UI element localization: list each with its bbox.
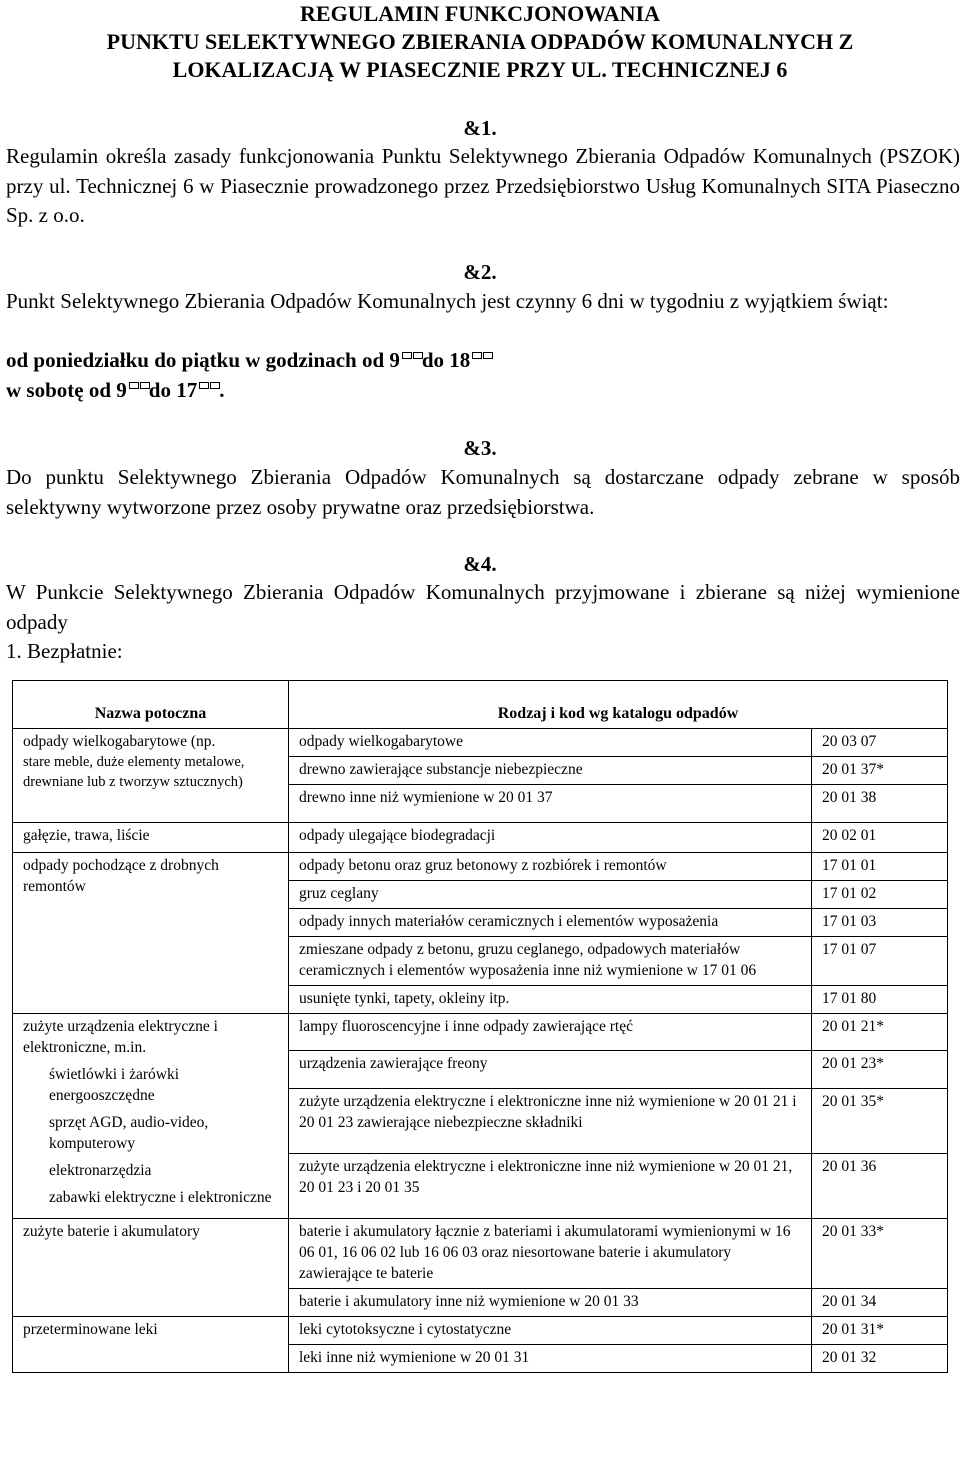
waste-code: 20 01 21* xyxy=(812,1014,948,1051)
header-name: Nazwa potoczna xyxy=(13,681,289,729)
group-name: zużyte baterie i akumulatory xyxy=(13,1219,289,1317)
waste-code: 20 01 38 xyxy=(812,785,948,823)
waste-code: 20 02 01 xyxy=(812,823,948,853)
section-4-heading: &4. xyxy=(463,552,497,576)
hours-weekdays: od poniedziałku do piątku w godzinach od 9 do 18 xyxy=(6,346,960,376)
waste-code: 20 01 35* xyxy=(812,1088,948,1153)
waste-desc: drewno zawierające substancje niebezpieczne xyxy=(289,757,812,785)
waste-code: 20 01 34 xyxy=(812,1289,948,1317)
group-name: zużyte urządzenia elektryczne i elektroniczne, m.in. świetlówki i żarówki energooszczędne sprzęt AGD, audio-video, komputerowy elektronarzędzia zabawki elektryczne i elektroniczne xyxy=(13,1014,289,1219)
section-1-heading: &1. xyxy=(463,116,497,140)
section-2-heading: &2. xyxy=(463,260,497,284)
waste-desc: gruz ceglany xyxy=(289,881,812,909)
sub-item: zabawki elektryczne i elektroniczne xyxy=(49,1189,272,1206)
waste-desc: baterie i akumulatory łącznie z bateriami i akumulatorami wymienionymi w 16 06 01, 16 06 02 lub 16 06 03 oraz niesortowane baterie i akumulatory zawierające te baterie xyxy=(289,1219,812,1289)
table-row xyxy=(13,729,948,757)
waste-code: 20 03 07 xyxy=(812,729,948,757)
document-title xyxy=(0,0,960,84)
waste-code: 20 01 37* xyxy=(812,757,948,785)
waste-desc: odpady ulegające biodegradacji xyxy=(289,823,812,853)
title-line-2: PUNKTU SELEKTYWNEGO ZBIERANIA ODPADÓW KOMUNALNYCH Z xyxy=(106,29,854,54)
waste-desc: usunięte tynki, tapety, okleiny itp. xyxy=(289,986,812,1014)
hours-saturday: w sobotę od 9 do 17 . xyxy=(6,378,225,402)
waste-desc: zmieszane odpady z betonu, gruzu ceglanego, odpadowych materiałów ceramicznych i elementów wyposażenia inne niż wymienione w 17 01 06 xyxy=(289,937,812,986)
waste-desc: odpady wielkogabarytowe xyxy=(289,729,812,757)
waste-code: 20 01 23* xyxy=(812,1051,948,1088)
waste-desc: drewno inne niż wymienione w 20 01 37 xyxy=(289,785,812,823)
table-row xyxy=(13,1317,948,1345)
waste-code: 17 01 01 xyxy=(812,853,948,881)
waste-desc: lampy fluoroscencyjne i inne odpady zawierające rtęć xyxy=(289,1014,812,1051)
section-2-text: Punkt Selektywnego Zbierania Odpadów Komunalnych jest czynny 6 dni w tygodniu z wyjątkiem świąt: xyxy=(6,289,889,313)
waste-code: 20 01 31* xyxy=(812,1317,948,1345)
waste-desc: odpady innych materiałów ceramicznych i elementów wyposażenia xyxy=(289,909,812,937)
waste-desc: odpady betonu oraz gruz betonowy z rozbiórek i remontów xyxy=(289,853,812,881)
waste-code: 17 01 03 xyxy=(812,909,948,937)
group-name: odpady wielkogabarytowe (np. stare meble, duże elementy metalowe, drewniane lub z tworzyw sztucznych) xyxy=(13,729,289,823)
waste-desc: urządzenia zawierające freony xyxy=(289,1051,812,1088)
sub-item: elektronarzędzia xyxy=(49,1162,152,1179)
title-line-1: REGULAMIN FUNKCJONOWANIA xyxy=(300,1,660,26)
waste-code: 20 01 32 xyxy=(812,1345,948,1373)
superscript-zeros xyxy=(470,366,492,367)
waste-code: 20 01 33* xyxy=(812,1219,948,1289)
waste-desc: leki cytotoksyczne i cytostatyczne xyxy=(289,1317,812,1345)
sub-item: sprzęt AGD, audio-video, komputerowy xyxy=(49,1114,209,1152)
superscript-zeros xyxy=(197,396,219,397)
section-4-text: W Punkcie Selektywnego Zbierania Odpadów Komunalnych przyjmowane i zbierane są niżej wymienione odpady xyxy=(6,580,960,634)
group-name: przeterminowane leki xyxy=(13,1317,289,1373)
section-4-sub: 1. Bezpłatnie: xyxy=(6,639,123,663)
section-1-text: Regulamin określa zasady funkcjonowania Punktu Selektywnego Zbierania Odpadów Komunalnych (PSZOK) przy ul. Technicznej 6 w Piasecznie prowadzonego przez Przedsiębiorstwo Usług Komunalnych SITA Piaseczno Sp. z o.o. xyxy=(6,144,960,227)
waste-table xyxy=(12,680,948,1373)
table-header-row xyxy=(13,681,948,729)
table-row xyxy=(13,1014,948,1051)
table-row xyxy=(13,823,948,853)
sub-item: świetlówki i żarówki energooszczędne xyxy=(49,1066,180,1104)
section-3-heading: &3. xyxy=(463,436,497,460)
superscript-zeros xyxy=(127,396,149,397)
waste-desc: zużyte urządzenia elektryczne i elektroniczne inne niż wymienione w 20 01 21, 20 01 23 i 20 01 35 xyxy=(289,1153,812,1218)
group-name: odpady pochodzące z drobnych remontów xyxy=(13,853,289,1014)
waste-desc: baterie i akumulatory inne niż wymienione w 20 01 33 xyxy=(289,1289,812,1317)
waste-desc: zużyte urządzenia elektryczne i elektroniczne inne niż wymienione w 20 01 21 i 20 01 23 zawierające niebezpieczne składniki xyxy=(289,1088,812,1153)
superscript-zeros xyxy=(400,366,422,367)
waste-code: 20 01 36 xyxy=(812,1153,948,1218)
table-row xyxy=(13,853,948,881)
waste-desc: leki inne niż wymienione w 20 01 31 xyxy=(289,1345,812,1373)
group-name: gałęzie, trawa, liście xyxy=(13,823,289,853)
header-type: Rodzaj i kod wg katalogu odpadów xyxy=(289,681,948,729)
waste-code: 17 01 02 xyxy=(812,881,948,909)
title-line-3: LOKALIZACJĄ W PIASECZNIE PRZY UL. TECHNICZNEJ 6 xyxy=(172,57,788,82)
table-row xyxy=(13,1219,948,1289)
waste-code: 17 01 80 xyxy=(812,986,948,1014)
waste-code: 17 01 07 xyxy=(812,937,948,986)
section-3-text: Do punktu Selektywnego Zbierania Odpadów Komunalnych są dostarczane odpady zebrane w sposób selektywny wytworzone przez osoby prywatne oraz przedsiębiorstwa. xyxy=(6,465,960,519)
